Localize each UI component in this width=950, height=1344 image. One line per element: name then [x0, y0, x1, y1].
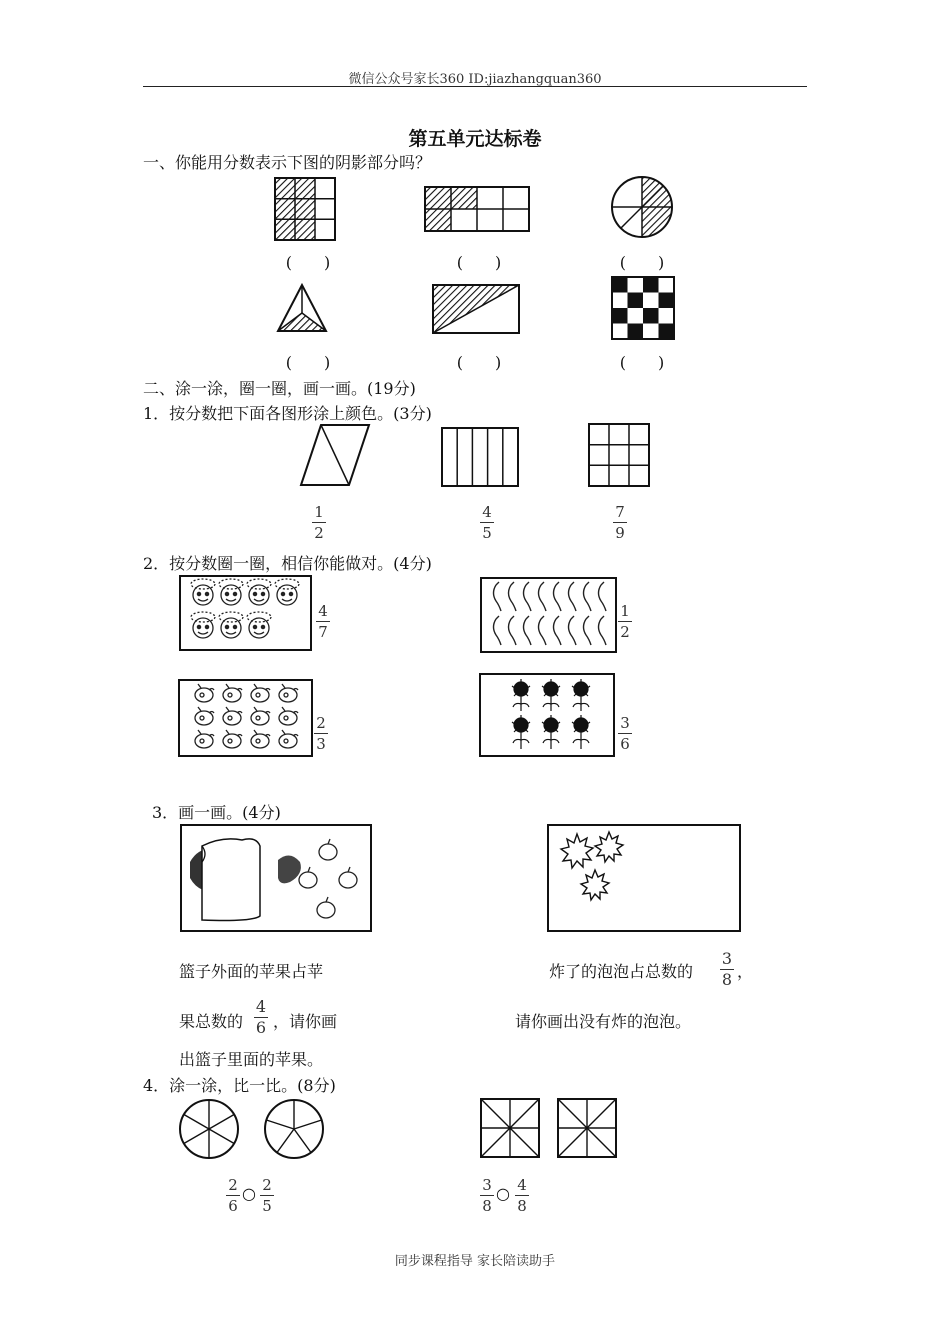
q1-rectangle-fifths[interactable] — [441, 427, 519, 487]
q1-fraction-3: 7 9 — [609, 503, 631, 542]
q3-left-line2a: 果总数的 — [179, 1012, 244, 1031]
answer-blank-2[interactable]: ( ) — [456, 253, 502, 272]
q2-fraction-2: 1 2 — [614, 602, 636, 641]
q3-right-fraction: 3 8 — [721, 949, 733, 989]
q4-circle-sixths[interactable] — [178, 1098, 240, 1160]
q2-box-faces[interactable] — [179, 575, 312, 651]
q2-box-apples[interactable] — [178, 679, 313, 757]
shape-grid-3x3 — [274, 177, 336, 241]
q2-box-flowers[interactable] — [479, 673, 615, 757]
q1-label: 1．按分数把下面各图形涂上颜色。(3分) — [143, 404, 432, 423]
section1-heading: 一、你能用分数表示下图的阴影部分吗？ — [143, 153, 432, 172]
shape-rectangle-diagonal — [432, 284, 520, 334]
q4-square-eighths-b[interactable] — [557, 1098, 617, 1158]
shape-triangle — [274, 283, 330, 333]
footer-text: 同步课程指导 家长陪读助手 — [394, 1254, 556, 1269]
answer-blank-5[interactable]: ( ) — [456, 353, 502, 372]
answer-blank-6[interactable]: ( ) — [619, 353, 665, 372]
q1-parallelogram[interactable] — [299, 424, 371, 486]
q4-circle-fifths[interactable] — [263, 1098, 325, 1160]
q4-label: 4．涂一涂，比一比。(8分) — [143, 1076, 336, 1095]
shape-checker-grid — [611, 276, 675, 340]
q3-right-line2: 请你画出没有炸的泡泡。 — [515, 1012, 692, 1031]
answer-blank-1[interactable]: ( ) — [285, 253, 331, 272]
q3-right-line1b: ， — [737, 962, 754, 981]
q4-left-fraction-b: 2 5 — [256, 1176, 278, 1215]
q4-right-compare-circle[interactable]: ○ — [496, 1184, 510, 1203]
shape-circle-sectors — [610, 175, 674, 239]
q3-right-line1a: 炸了的泡泡占总数的 — [549, 962, 694, 981]
q2-box-peppers[interactable] — [480, 577, 617, 653]
q4-left-compare-circle[interactable]: ○ — [242, 1184, 256, 1203]
q4-left-fraction-a: 2 6 — [222, 1176, 244, 1215]
q1-grid-ninths[interactable] — [588, 423, 650, 487]
q2-label: 2．按分数圈一圈，相信你能做对。(4分) — [143, 554, 432, 573]
answer-blank-4[interactable]: ( ) — [285, 353, 331, 372]
shape-grid-2x4 — [424, 186, 530, 232]
q2-fraction-1: 4 7 — [312, 602, 334, 641]
header-text: 微信公众号家长360 ID:jiazhangquan360 — [348, 72, 602, 87]
q1-fraction-2: 4 5 — [476, 503, 498, 542]
q3-left-line2b: ，请你画 — [273, 1012, 338, 1031]
q4-right-fraction-b: 4 8 — [511, 1176, 533, 1215]
section2-heading: 二、涂一涂，圈一圈，画一画。(19分) — [143, 379, 416, 398]
header-rule — [143, 86, 807, 87]
page-title: 第五单元达标卷 — [408, 128, 542, 150]
q3-bubbles-picture[interactable] — [547, 824, 741, 932]
q2-fraction-4: 3 6 — [614, 714, 636, 753]
q3-left-line1: 篮子外面的苹果占苹 — [179, 962, 324, 981]
q3-left-fraction: 4 6 — [255, 997, 267, 1037]
q4-square-eighths-a[interactable] — [480, 1098, 540, 1158]
q3-label: 3．画一画。(4分) — [152, 803, 281, 822]
q2-fraction-3: 2 3 — [310, 714, 332, 753]
q4-right-fraction-a: 3 8 — [476, 1176, 498, 1215]
q3-left-line3: 出篮子里面的苹果。 — [179, 1050, 324, 1069]
q1-fraction-1: 1 2 — [308, 503, 330, 542]
answer-blank-3[interactable]: ( ) — [619, 253, 665, 272]
q3-basket-picture[interactable] — [180, 824, 372, 932]
